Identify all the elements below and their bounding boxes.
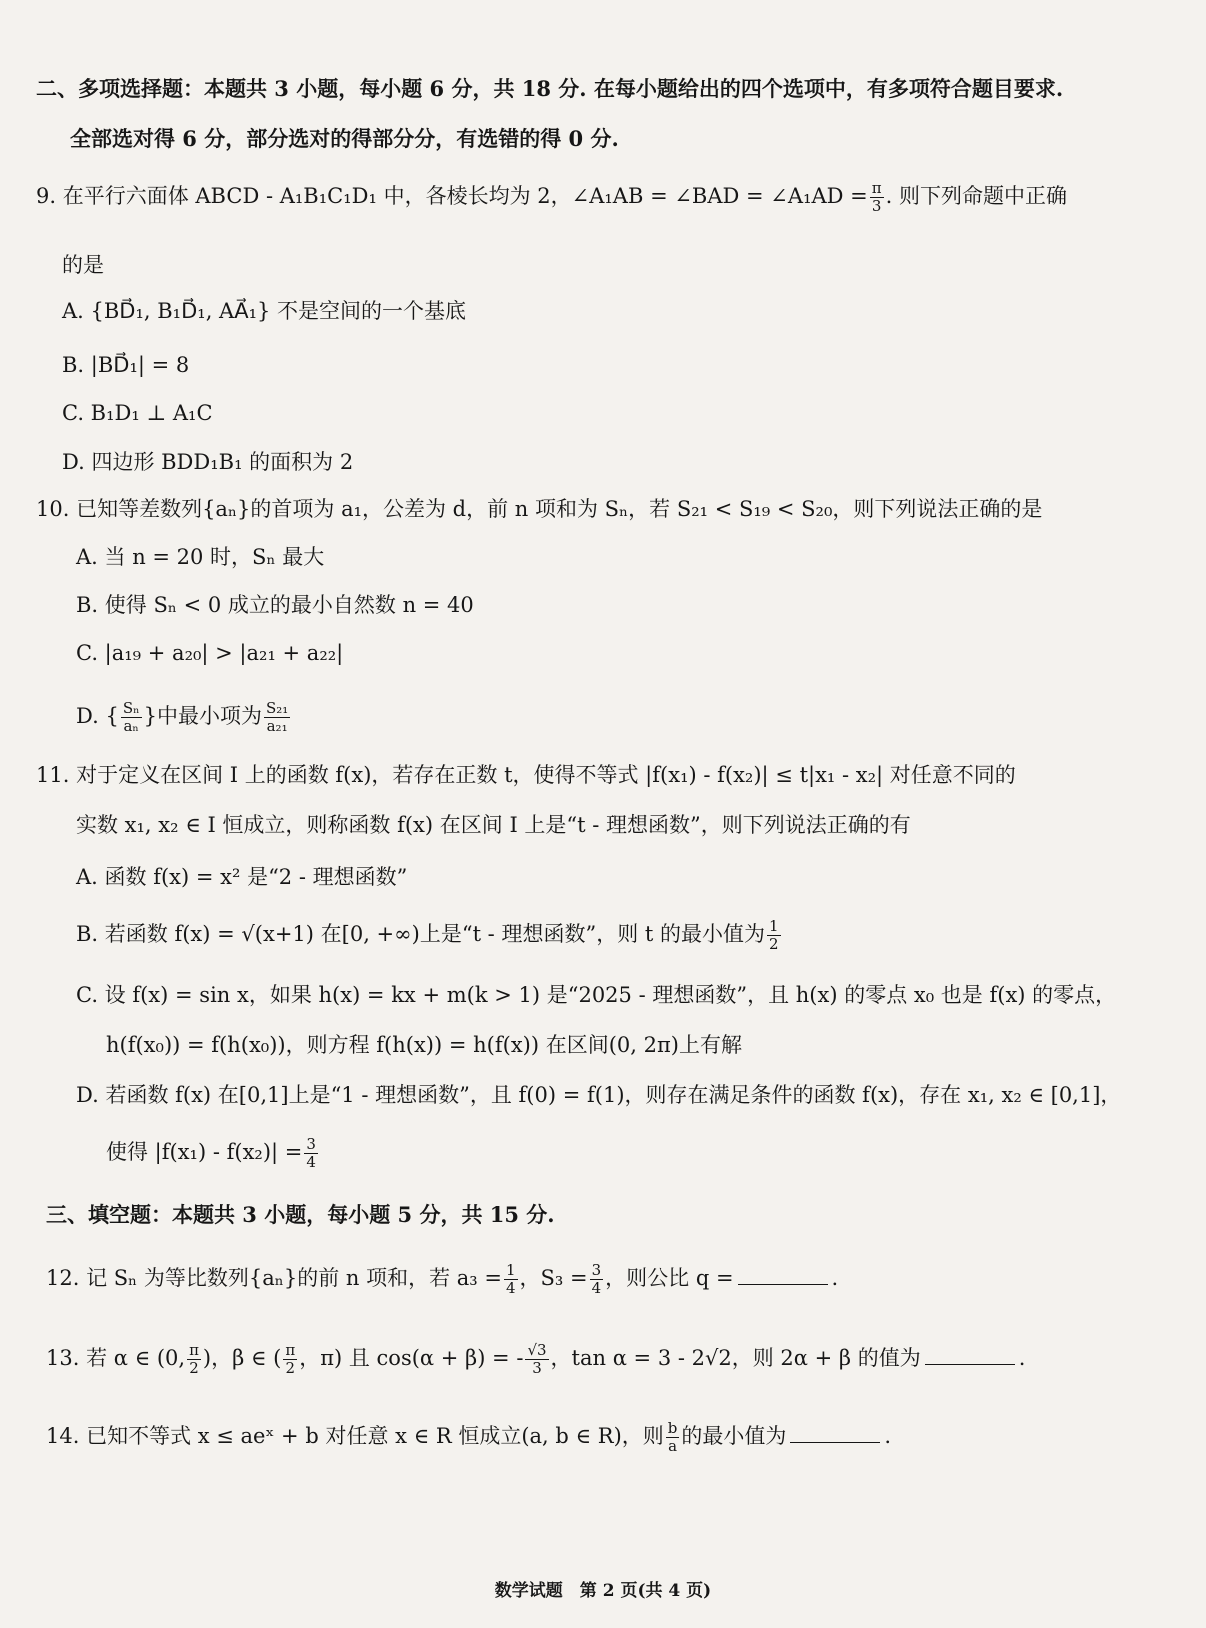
q10-stem: 10. 已知等差数列{aₙ}的首项为 a₁，公差为 d，前 n 项和为 Sₙ，若 S₂₁ < S₁₉ < S₂₀，则下列说法正确的是 [36,497,1043,521]
q11-option-d: D. 若函数 f(x) 在[0,1]上是“1 - 理想函数”，且 f(0) = f(1)，则存在满足条件的函数 f(x)，存在 x₁, x₂ ∈ [0,1]， [76,1083,1122,1107]
q10-option-d: D. { $\frac{\text{Sₙ}}{\text{aₙ}}$ }中最小项为 $\frac{\text{S₂₁}}{\text{a₂₁}}$ [76,699,289,735]
q13-answer-blank[interactable] [925,1344,1015,1365]
q11-option-a: A. 函数 f(x) = x² 是“2 - 理想函数” [76,865,408,889]
q10-option-c: C. |a₁₉ + a₂₀| > |a₂₁ + a₂₂| [76,641,344,665]
q9-option-c: C. B₁D₁ ⊥ A₁C [62,401,213,425]
q11-option-c: C. 设 f(x) = sin x，如果 h(x) = kx + m(k > 1) 是“2025 - 理想函数”，且 h(x) 的零点 x₀ 也是 f(x) 的零点， [76,983,1117,1007]
q13-stem: 13. 若 α ∈ (0, $\frac{\pi}{2}$ )，β ∈ ( $\frac{\pi}{2}$ ，π) 且 cos(α + β) = - $\frac{√3}{3}$ ，tan α = 3 - 2√2，则 2α + β 的值为 . [46,1341,1026,1377]
q11-option-d-cont: 使得 |f(x₁) - f(x₂)| = $\frac{3}{4}$ [106,1135,316,1171]
section2-title: 二、多项选择题：本题共 3 小题，每小题 6 分，共 18 分. 在每小题给出的四个选项中，有多项符合题目要求. [36,76,1064,101]
q9-stem-cont: 的是 [62,253,104,277]
q12-stem: 12. 记 Sₙ 为等比数列{aₙ}的前 n 项和，若 a₃ = $\frac{1}{4}$ ，S₃ = $\frac{3}{4}$ ，则公比 q = . [46,1261,839,1297]
q9-stem: 9. 在平行六面体 ABCD - A₁B₁C₁D₁ 中，各棱长均为 2，∠A₁AB = ∠BAD = ∠A₁AD = $\frac{\pi}{3}$ . 则下列命题中正确 [36,179,1067,215]
q10-option-b: B. 使得 Sₙ < 0 成立的最小自然数 n = 40 [76,593,474,617]
q11-stem: 11. 对于定义在区间 I 上的函数 f(x)，若存在正数 t，使得不等式 |f(x₁) - f(x₂)| ≤ t|x₁ - x₂| 对任意不同的 [36,763,1016,787]
q14-answer-blank[interactable] [790,1422,880,1443]
q11-option-b: B. 若函数 f(x) = √(x+1) 在[0, +∞)上是“t - 理想函数”，则 t 的最小值为 $\frac{1}{2}$ [76,917,779,953]
q11-stem-cont: 实数 x₁, x₂ ∈ I 恒成立，则称函数 f(x) 在区间 I 上是“t - 理想函数”，则下列说法正确的有 [76,813,911,837]
q12-answer-blank[interactable] [738,1264,828,1285]
q14-stem: 14. 已知不等式 x ≤ aeˣ + b 对任意 x ∈ R 恒成立(a, b ∈ R)，则 $\frac{b}{a}$ 的最小值为 . [46,1419,892,1455]
section2-title-cont: 全部选对得 6 分，部分选对的得部分分，有选错的得 0 分. [70,126,619,151]
q11-option-c-cont: h(f(x₀)) = f(h(x₀))，则方程 f(h(x)) = h(f(x)) 在区间(0, 2π)上有解 [106,1033,742,1057]
page-footer: 数学试题 第 2 页(共 4 页) [494,1581,712,1601]
section3-title: 三、填空题：本题共 3 小题，每小题 5 分，共 15 分. [46,1202,555,1227]
q9-option-d: D. 四边形 BDD₁B₁ 的面积为 2 [62,450,354,474]
q10-option-a: A. 当 n = 20 时，Sₙ 最大 [76,545,325,569]
q9-option-b: B. |BD⃗₁| = 8 [62,353,190,377]
q9-option-a: A. {BD⃗₁, B₁D⃗₁, AA⃗₁} 不是空间的一个基底 [62,299,467,323]
